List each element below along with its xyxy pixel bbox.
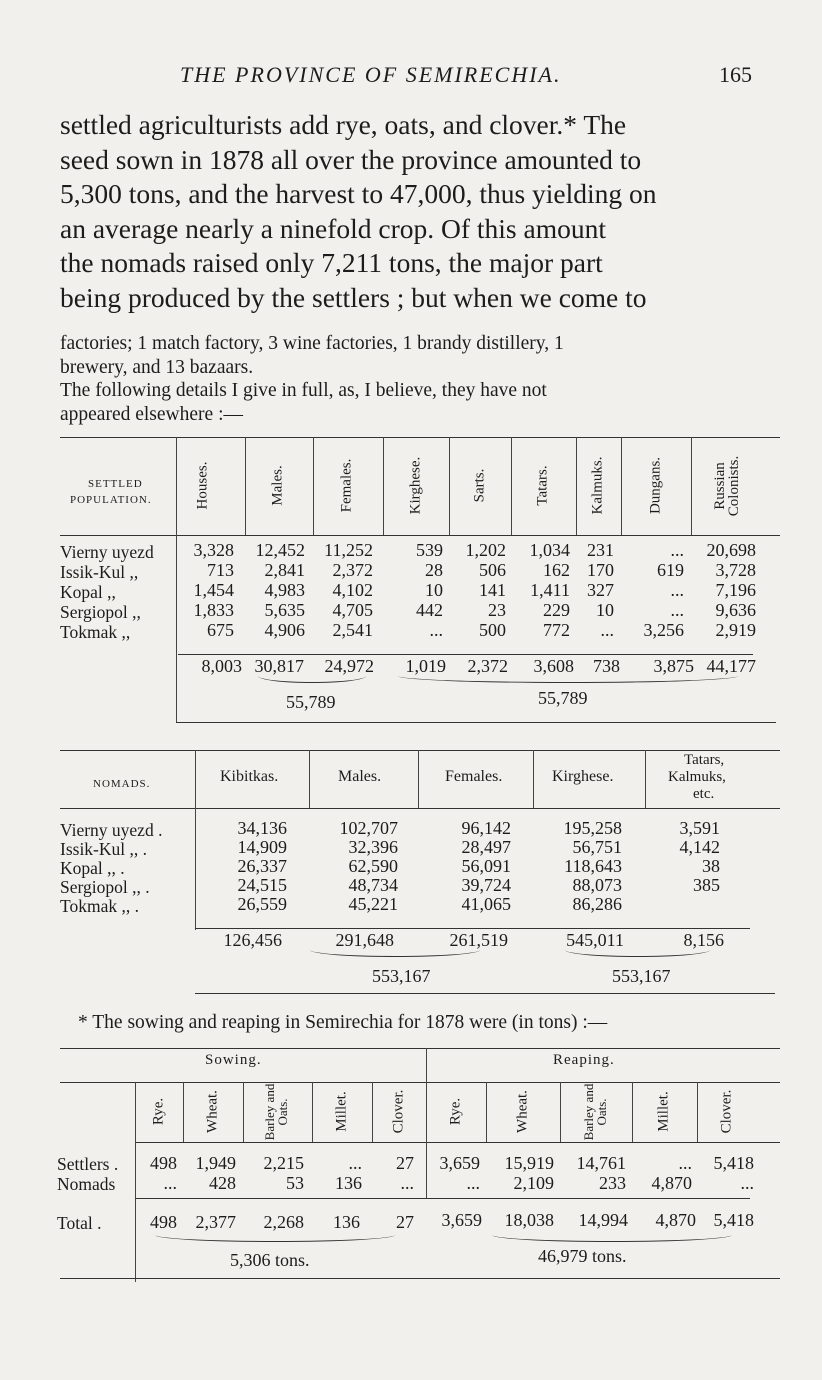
table-cell: 41,065 (461, 894, 511, 914)
row-label: Kopal ,, . (60, 858, 125, 878)
table-vrule (372, 1082, 373, 1142)
table-cell: 141 (479, 580, 506, 600)
brace-total: 553,167 (612, 966, 671, 986)
brace (310, 950, 480, 957)
running-header (60, 62, 760, 92)
column-header: Rye. (150, 1097, 167, 1126)
table-cell: 3,328 (193, 540, 234, 560)
table-rule (60, 1278, 780, 1279)
table-cell: 28 (425, 560, 443, 580)
total-cell: 738 (593, 656, 620, 676)
small-line: appeared elsewhere :— (60, 403, 243, 425)
column-header: Tatars, (684, 752, 725, 768)
table-cell: 96,142 (461, 818, 511, 838)
table-vrule (632, 1082, 633, 1142)
table-rule (60, 808, 780, 809)
group-header-sowing: Sowing. (205, 1052, 262, 1068)
table-cell: 4,102 (332, 580, 373, 600)
small-line: The following details I give in full, as, I believe, they have not (60, 380, 547, 401)
row-label: Tokmak ,, . (60, 896, 139, 916)
table-cell: 428 (209, 1173, 236, 1193)
table-cell: 56,091 (461, 856, 511, 876)
table-cell: ... (670, 600, 684, 620)
table-vrule (183, 1082, 184, 1142)
total-label: Total . (57, 1213, 102, 1233)
table-caption: NOMADS. (93, 778, 151, 790)
body-line: an average nearly a ninefold crop. Of this amount (60, 212, 606, 244)
body-line: the nomads raised only 7,211 tons, the major part (60, 247, 603, 278)
brace-total: 553,167 (372, 966, 431, 986)
column-header: Sarts. (471, 468, 488, 503)
brace (155, 1235, 395, 1242)
table-vrule (449, 437, 450, 535)
table-cell: 162 (543, 560, 570, 580)
column-header: etc. (693, 786, 715, 802)
total-cell: 4,870 (655, 1210, 696, 1230)
table-vrule (418, 750, 419, 808)
table-cell: 39,724 (461, 875, 511, 895)
column-header: Males. (269, 465, 286, 506)
table-cell: 195,258 (563, 818, 622, 838)
table-cell: 498 (150, 1153, 177, 1173)
column-header: Wheat. (204, 1090, 221, 1133)
table-cell: 500 (479, 620, 506, 640)
brace-total: 5,306 tons. (230, 1250, 310, 1270)
table-cell: 229 (543, 600, 570, 620)
table-cell: 772 (543, 620, 570, 640)
table-cell: 15,919 (504, 1153, 554, 1173)
table-cell: 3,659 (439, 1153, 480, 1173)
row-label: Vierny uyezd . (60, 820, 163, 840)
table-rule (176, 722, 776, 723)
small-paragraph (60, 332, 760, 426)
table-cell: 26,337 (237, 856, 287, 876)
table-cell: 4,705 (332, 600, 373, 620)
table-caption: SETTLED (88, 478, 143, 490)
group-header-reaping: Reaping. (553, 1052, 615, 1068)
table-cell: 7,196 (715, 580, 756, 600)
table-cell: 3,256 (643, 620, 684, 640)
footnote: * The sowing and reaping in Semirechia for 1878 were (in tons) :— (78, 1012, 608, 1033)
table-cell: 4,870 (651, 1173, 692, 1193)
body-line: 5,300 tons, and the harvest to 47,000, thus yielding on (60, 178, 657, 209)
column-header: Males. (338, 768, 382, 785)
total-cell: 27 (396, 1212, 414, 1232)
brace-total: 55,789 (538, 688, 588, 708)
total-cell: 3,659 (441, 1210, 482, 1230)
table-cell: ... (670, 580, 684, 600)
body-line: seed sown in 1878 all over the province amounted to (60, 143, 642, 175)
table-cell: 62,590 (348, 856, 398, 876)
small-line: factories; 1 match factory, 3 wine factories, 1 brandy distillery, 1 (60, 333, 564, 354)
table-rule (60, 750, 780, 751)
body-line: settled agriculturists add rye, oats, and clover.* The (60, 109, 627, 140)
table-vrule (697, 1082, 698, 1142)
table-cell: ... (600, 620, 614, 640)
column-header: Houses. (194, 461, 211, 510)
row-label: Sergiopol ,, (60, 602, 141, 622)
table-vrule (576, 437, 577, 535)
table-cell: 539 (416, 540, 443, 560)
column-header: Females. (445, 768, 503, 785)
total-cell: 126,456 (223, 930, 282, 950)
table-cell: 3,591 (679, 818, 720, 838)
total-cell: 3,608 (533, 656, 574, 676)
table-cell: 1,034 (529, 540, 570, 560)
table-cell: 2,372 (332, 560, 373, 580)
table-vrule (511, 437, 512, 535)
brace (565, 950, 710, 957)
row-label: Kopal ,, (60, 582, 116, 602)
page-number: 165 (719, 62, 752, 87)
table-cell: 118,643 (564, 856, 622, 876)
table-cell: 56,751 (572, 837, 622, 857)
column-header: Dungans. (647, 456, 664, 515)
row-label: Issik-Kul ,, (60, 562, 139, 582)
table-cell: 4,906 (264, 620, 305, 640)
total-cell: 291,648 (335, 930, 394, 950)
column-header: Kirghese. (407, 456, 424, 515)
table-cell: 619 (657, 560, 684, 580)
total-cell: 14,994 (578, 1210, 628, 1230)
brace-total: 55,789 (286, 692, 336, 712)
table-cell: ... (348, 1153, 362, 1173)
total-cell: 2,268 (263, 1212, 304, 1232)
table-cell: 34,136 (237, 818, 287, 838)
table-cell: 233 (599, 1173, 626, 1193)
table-cell: 1,411 (530, 580, 570, 600)
table-cell: 1,833 (193, 600, 234, 620)
brace (258, 676, 366, 683)
table-cell: 2,215 (263, 1153, 304, 1173)
table-cell: 385 (693, 875, 720, 895)
column-header: Wheat. (514, 1090, 531, 1133)
total-cell: 498 (150, 1212, 177, 1232)
row-label: Tokmak ,, (60, 622, 131, 642)
table-cell: 136 (335, 1173, 362, 1193)
table-cell: 3,728 (715, 560, 756, 580)
column-header: Tatars. (534, 465, 551, 506)
table-cell: 327 (587, 580, 614, 600)
table-rule (60, 535, 780, 536)
total-cell: 44,177 (706, 656, 756, 676)
brace-total: 46,979 tons. (538, 1246, 627, 1266)
total-rule (195, 928, 750, 929)
column-header: Russian Colonists. (712, 455, 742, 517)
total-cell: 5,418 (713, 1210, 754, 1230)
table-cell: 5,418 (713, 1153, 754, 1173)
table-cell: 53 (286, 1173, 304, 1193)
table-cell: 14,909 (237, 837, 287, 857)
table-cell: 10 (596, 600, 614, 620)
table-cell: 2,541 (332, 620, 373, 640)
column-header: Kalmuks, (668, 769, 726, 785)
table-cell: 12,452 (255, 540, 305, 560)
table-vrule (312, 1082, 313, 1142)
table-cell: 170 (587, 560, 614, 580)
table-vrule (195, 750, 196, 930)
table-cell: 231 (587, 540, 614, 560)
table-cell: 2,841 (264, 560, 305, 580)
small-line: brewery, and 13 bazaars. (60, 356, 254, 378)
table-rule (60, 1082, 780, 1083)
total-cell: 136 (333, 1212, 360, 1232)
table-cell: 1,454 (193, 580, 234, 600)
table-cell: 2,919 (715, 620, 756, 640)
table-cell: ... (678, 1153, 692, 1173)
total-cell: 545,011 (566, 930, 624, 950)
table-cell: ... (466, 1173, 480, 1193)
table-cell: ... (429, 620, 443, 640)
table-cell: ... (740, 1173, 754, 1193)
total-cell: 30,817 (254, 656, 304, 676)
table-cell: 48,734 (348, 875, 398, 895)
table-cell: 14,761 (576, 1153, 626, 1173)
column-header: Clover. (390, 1089, 407, 1134)
column-header: Kirghese. (552, 768, 614, 785)
table-vrule (313, 437, 314, 535)
table-vrule (645, 750, 646, 808)
total-cell: 2,372 (467, 656, 508, 676)
table-cell: 102,707 (339, 818, 398, 838)
table-vrule (691, 437, 692, 535)
table-cell: 24,515 (237, 875, 287, 895)
total-cell: 24,972 (324, 656, 374, 676)
total-cell: 8,156 (683, 930, 724, 950)
table-cell: 713 (207, 560, 234, 580)
table-cell: 86,286 (572, 894, 622, 914)
running-title: THE PROVINCE OF SEMIRECHIA. (180, 62, 562, 87)
table-vrule (243, 1082, 244, 1142)
column-header: Females. (338, 458, 355, 513)
total-cell: 261,519 (449, 930, 508, 950)
table-vrule (533, 750, 534, 808)
table-cell: 38 (702, 856, 720, 876)
brace (492, 1235, 732, 1242)
total-rule (178, 654, 753, 655)
table-vrule (560, 1082, 561, 1142)
table-cell: 28,497 (461, 837, 511, 857)
row-label: Issik-Kul ,, . (60, 839, 148, 859)
table-cell: 442 (416, 600, 443, 620)
table-cell: ... (163, 1173, 177, 1193)
brace (398, 676, 738, 683)
column-header: Barley and Oats. (262, 1083, 290, 1141)
table-cell: 45,221 (348, 894, 398, 914)
column-header: Millet. (655, 1091, 672, 1132)
table-vrule (309, 750, 310, 808)
total-rule (135, 1198, 750, 1199)
table-cell: 23 (488, 600, 506, 620)
table-cell: 675 (207, 620, 234, 640)
row-label: Vierny uyezd (60, 542, 154, 562)
total-cell: 8,003 (201, 656, 242, 676)
column-header: Rye. (447, 1097, 464, 1126)
column-header: Millet. (333, 1091, 350, 1132)
table-cell: 2,109 (513, 1173, 554, 1193)
table-cell: 1,202 (465, 540, 506, 560)
table-cell: 1,949 (195, 1153, 236, 1173)
row-label: Settlers . (57, 1154, 119, 1174)
table-cell: 32,396 (348, 837, 398, 857)
table-cell: ... (400, 1173, 414, 1193)
table-cell: 10 (425, 580, 443, 600)
table-cell: 88,073 (572, 875, 622, 895)
table-cell: 4,983 (264, 580, 305, 600)
table-cell: 4,142 (679, 837, 720, 857)
table-vrule (383, 437, 384, 535)
total-cell: 18,038 (504, 1210, 554, 1230)
table-cell: 27 (396, 1153, 414, 1173)
table-caption: POPULATION. (70, 494, 152, 506)
column-header: Barley and Oats. (581, 1083, 609, 1141)
table-rule (60, 1048, 780, 1049)
table-cell: 26,559 (237, 894, 287, 914)
column-header: Kalmuks. (589, 456, 606, 515)
body-paragraph (60, 108, 756, 315)
row-label: Sergiopol ,, . (60, 877, 150, 897)
table-vrule (245, 437, 246, 535)
table-rule (195, 993, 775, 994)
total-cell: 1,019 (405, 656, 446, 676)
table-rule (60, 437, 780, 438)
total-cell: 2,377 (195, 1212, 236, 1232)
table-cell: 20,698 (706, 540, 756, 560)
table-vrule (486, 1082, 487, 1142)
table-cell: 11,252 (324, 540, 373, 560)
column-header: Clover. (718, 1089, 735, 1134)
total-cell: 3,875 (653, 656, 694, 676)
table-cell: 9,636 (715, 600, 756, 620)
column-header: Kibitkas. (220, 768, 279, 785)
table-cell: 5,635 (264, 600, 305, 620)
row-label: Nomads (57, 1174, 116, 1194)
body-line: being produced by the settlers ; but when we come to (60, 281, 647, 313)
table-cell: ... (670, 540, 684, 560)
table-cell: 506 (479, 560, 506, 580)
table-vrule (621, 437, 622, 535)
